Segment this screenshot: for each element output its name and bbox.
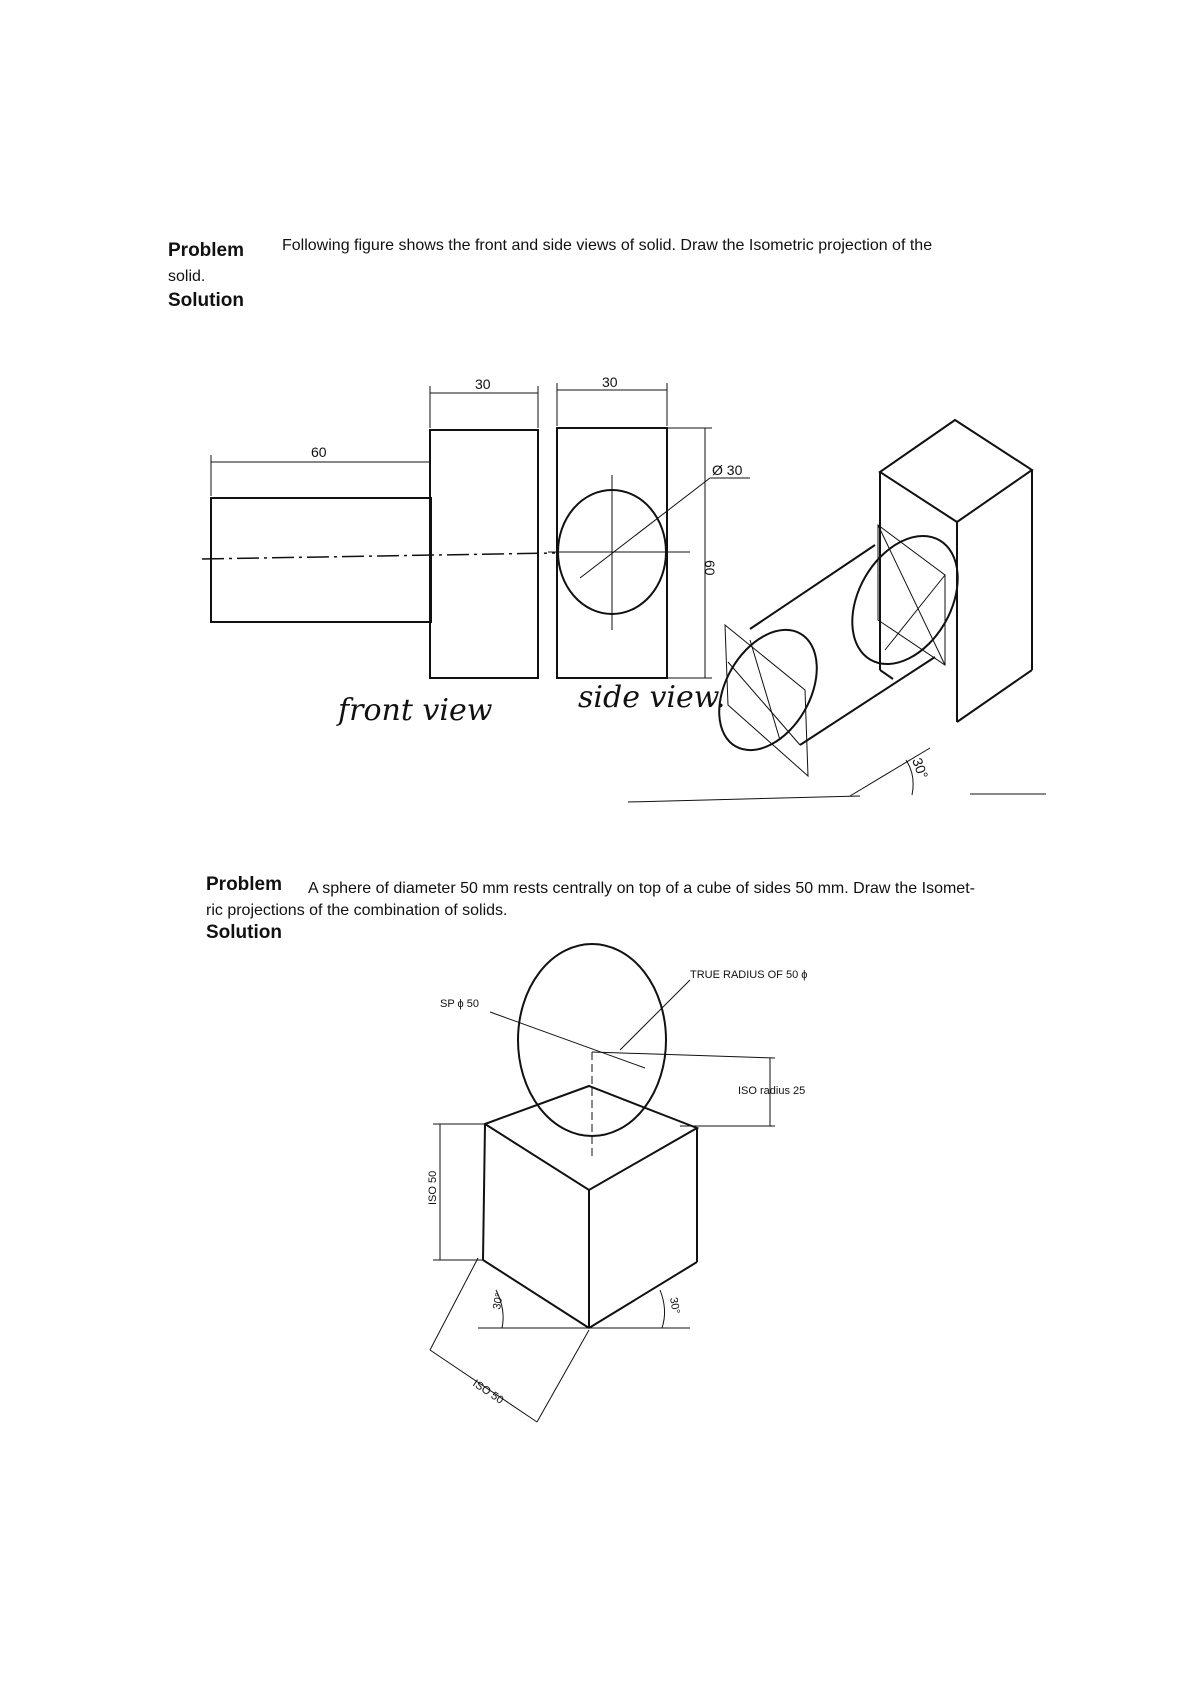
problem-2-text-line2: ric projections of the combination of solids.	[206, 902, 508, 919]
angle-right-label: 30°	[667, 1296, 682, 1315]
dim-front-width: 30	[475, 376, 491, 392]
angle-label: 30°	[909, 755, 932, 781]
problem-1-solution-label: Solution	[168, 290, 244, 311]
true-radius-label: TRUE RADIUS OF 50 ϕ	[690, 969, 808, 981]
dim-length: 60	[311, 444, 327, 460]
centre-line	[202, 553, 555, 559]
dim-side-width: 30	[602, 374, 618, 390]
problem-1-label: Problem	[168, 240, 245, 261]
problem-2-text-line1: A sphere of diameter 50 mm rests centrally on top of a cube of sides 50 mm. Draw the Isomet-	[308, 880, 975, 897]
iso-radius-label: ISO radius 25	[738, 1085, 806, 1097]
caption-front-view: front view	[338, 693, 493, 728]
iso-height-label: ISO 50	[427, 1170, 439, 1205]
problem-2-solution-label: Solution	[206, 922, 282, 943]
problem-2-label: Problem	[206, 874, 283, 895]
sp-diameter-label: SP ϕ 50	[440, 998, 479, 1010]
caption-side-view: side view.	[578, 680, 726, 715]
front-view-cylinder	[211, 498, 431, 622]
problem-1-text-line1: Following figure shows the front and side views of solid. Draw the Isometric projection of the	[282, 237, 933, 254]
dim-diameter: Ø 30	[712, 462, 743, 478]
angle-left-label: 30°	[491, 1292, 506, 1311]
problem-1-text-line2: solid.	[168, 268, 206, 285]
dim-height: 60	[702, 560, 718, 576]
iso-base-label: ISO 50	[470, 1377, 506, 1407]
isometric-solid	[699, 420, 1032, 767]
